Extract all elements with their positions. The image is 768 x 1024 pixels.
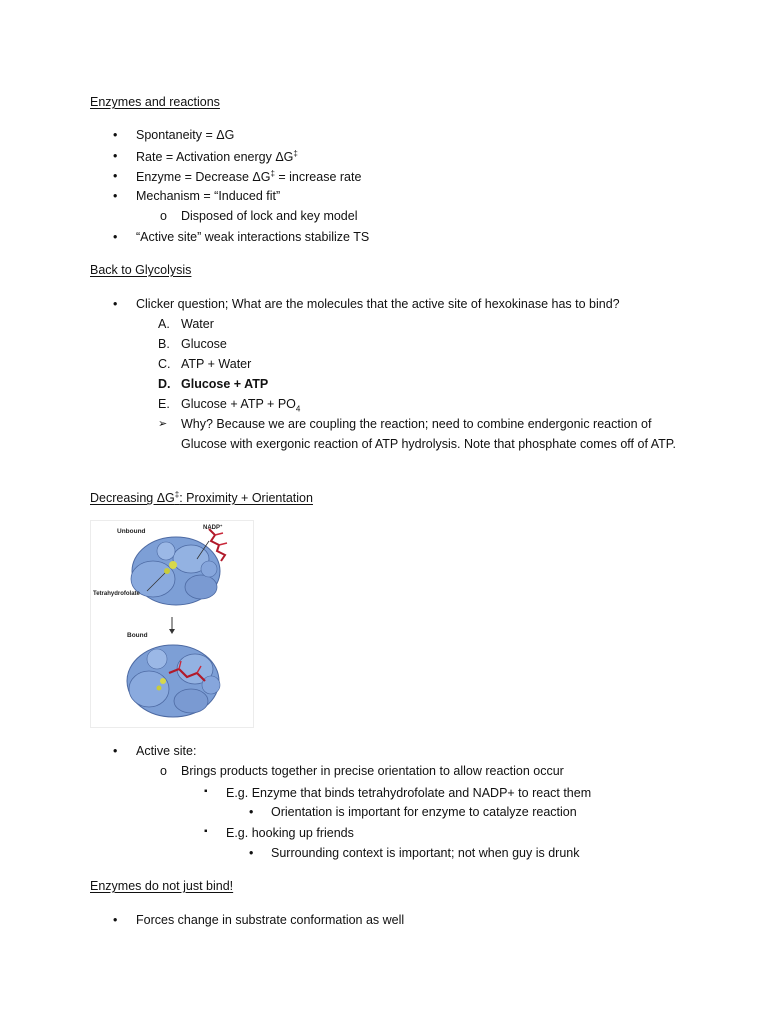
surrounding-context-text: Surrounding context is important; not when guy is drunk: [271, 846, 580, 860]
dagger-sup: ‡: [293, 149, 298, 158]
enzyme-figure: [90, 520, 254, 728]
orientation-important-text: Orientation is important for enzyme to catalyze reaction: [271, 805, 577, 819]
heading-back-to-glycolysis: Back to Glycolysis: [90, 263, 192, 277]
option-letter: B.: [158, 337, 170, 351]
eg-enzyme-text: E.g. Enzyme that binds tetrahydrofolate and NADP+ to react them: [226, 786, 592, 800]
option-text: Glucose: [181, 337, 227, 351]
spontaneity-text: Spontaneity = ΔG: [136, 128, 235, 142]
lock-key-text: Disposed of lock and key model: [181, 209, 358, 223]
figure-label-unbound: Unbound: [117, 528, 146, 535]
unbound-protein: [131, 537, 220, 605]
option-text-correct: Glucose + ATP: [181, 377, 269, 391]
bullet-icon: •: [113, 297, 118, 311]
rate-text: [136, 149, 298, 164]
circle-bullet-icon: o: [160, 209, 167, 223]
circle-bullet-icon: o: [160, 764, 167, 778]
bullet-icon: •: [113, 149, 118, 163]
eg-friends-text: E.g. hooking up friends: [226, 826, 354, 840]
option-letter: C.: [158, 357, 171, 371]
option-letter: E.: [158, 397, 170, 411]
enzyme-text: [136, 169, 361, 184]
brings-products-text: Brings products together in precise orientation to allow reaction occur: [181, 764, 564, 778]
enzyme-illustration: [91, 521, 253, 727]
arrow-bullet-icon: ➢: [158, 418, 168, 430]
active-site-text: Active site:: [136, 744, 197, 758]
bullet-icon: •: [113, 169, 118, 183]
rate-text-main: Rate = Activation energy ΔG: [136, 150, 294, 165]
why-explanation-text: Why? Because we are coupling the reaction; need to combine endergonic reaction of Glucose with exergonic reaction of ATP hydrolysis. Note that phosphate comes off of ATP.: [181, 417, 676, 451]
figure-label-nadp: [203, 523, 223, 531]
heading-pre: Decreasing ΔG: [90, 491, 175, 506]
nadp-label-sup: +: [220, 523, 223, 528]
bullet-icon: •: [113, 744, 118, 758]
bullet-icon: •: [249, 805, 254, 819]
bullet-icon: •: [113, 230, 118, 244]
active-site-ts-text: “Active site” weak interactions stabilize TS: [136, 230, 370, 244]
heading-post: : Proximity + Orientation: [179, 491, 313, 506]
square-bullet-icon: ▪: [204, 826, 208, 837]
option-text-main: Glucose + ATP + PO: [181, 397, 296, 411]
enzyme-text-pre: Enzyme = Decrease ΔG: [136, 170, 271, 185]
dagger-sup: ‡: [270, 169, 275, 178]
bullet-icon: •: [113, 189, 118, 203]
heading-enzymes-and-reactions: Enzymes and reactions: [90, 95, 220, 109]
clicker-question-text: Clicker question; What are the molecules that the active site of hexokinase has to bind?: [136, 297, 620, 311]
option-text: [181, 397, 300, 414]
heading-decreasing-dg: [90, 490, 313, 505]
enzyme-text-post: = increase rate: [274, 170, 362, 185]
bullet-icon: •: [113, 128, 118, 142]
option-letter: A.: [158, 317, 170, 331]
heading-enzymes-do-not-just-bind: Enzymes do not just bind!: [90, 879, 234, 893]
option-text: Water: [181, 317, 214, 331]
figure-label-bound: Bound: [127, 632, 148, 639]
bullet-icon: •: [249, 846, 254, 860]
square-bullet-icon: ▪: [204, 786, 208, 797]
bullet-icon: •: [113, 913, 118, 927]
dagger-sup: ‡: [174, 490, 180, 499]
down-arrow-head: [169, 629, 175, 634]
mechanism-text: Mechanism = “Induced fit”: [136, 189, 281, 203]
bound-protein: [127, 645, 220, 717]
forces-change-text: Forces change in substrate conformation as well: [136, 913, 405, 927]
option-text: ATP + Water: [181, 357, 252, 371]
figure-label-thf: Tetrahydrofolate: [93, 591, 140, 597]
nadp-label-main: NADP: [203, 525, 221, 531]
option-letter: D.: [158, 377, 171, 391]
po-subscript: 4: [295, 404, 301, 414]
